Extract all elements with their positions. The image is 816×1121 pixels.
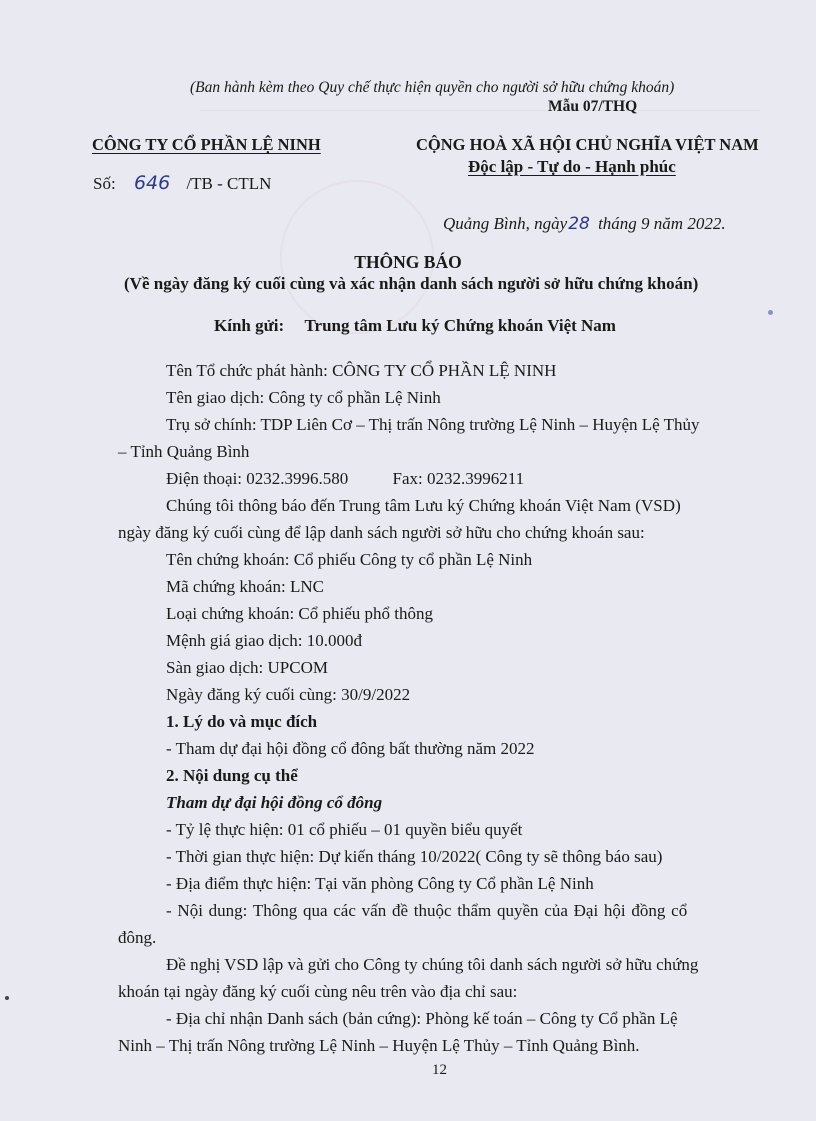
document-subtitle: (Về ngày đăng ký cuối cùng và xác nhận danh sách người sở hữu chứng khoán): [124, 274, 699, 293]
form-code: Mẫu 07/THQ: [548, 98, 638, 115]
address-line-2: Ninh – Thị trấn Nông trường Lệ Ninh – Huyện Lệ Thủy – Tỉnh Quảng Bình.: [118, 1036, 640, 1055]
security-name: Tên chứng khoán: Cổ phiếu Công ty cổ phần Lệ Ninh: [166, 550, 533, 569]
document-number: [93, 172, 271, 194]
headquarters-line-1: Trụ sở chính: TDP Liên Cơ – Thị trấn Nông trường Lệ Ninh – Huyện Lệ Thủy: [166, 415, 700, 434]
par-value: Mệnh giá giao dịch: 10.000đ: [166, 631, 362, 650]
section-2-heading: 2. Nội dung cụ thể: [166, 766, 298, 785]
fax-number: Fax: 0232.3996211: [392, 469, 525, 488]
section-1-heading: 1. Lý do và mục đích: [166, 712, 318, 731]
notice-line-1: Chúng tôi thông báo đến Trung tâm Lưu ký Chứng khoán Việt Nam (VSD): [166, 496, 681, 515]
company-name: CÔNG TY CỔ PHẦN LỆ NINH: [92, 135, 321, 154]
security-code: Mã chứng khoán: LNC: [166, 577, 324, 596]
issued-with-note: (Ban hành kèm theo Quy chế thực hiện quyền cho người sở hữu chứng khoán): [190, 79, 675, 96]
security-type: Loại chứng khoán: Cổ phiếu phổ thông: [166, 604, 434, 623]
phone-fax-line: [166, 469, 524, 489]
content-line-1: - Nội dung: Thông qua các vấn đề thuộc thẩm quyền của Đại hội đồng cổ: [166, 901, 688, 920]
record-date: Ngày đăng ký cuối cùng: 30/9/2022: [166, 685, 411, 704]
place-line: - Địa điểm thực hiện: Tại văn phòng Công ty Cổ phần Lệ Ninh: [166, 874, 594, 893]
place-and-date: [443, 214, 726, 234]
place-date-suffix: tháng 9 năm 2022.: [598, 214, 726, 233]
number-prefix: Số:: [93, 174, 116, 193]
handwritten-day: 28: [568, 214, 590, 234]
exchange: Sàn giao dịch: UPCOM: [166, 658, 328, 677]
place-date-prefix: Quảng Bình, ngày: [443, 214, 568, 233]
address-line-1: - Địa chỉ nhận Danh sách (bản cứng): Phòng kế toán – Công ty Cổ phần Lệ: [166, 1009, 678, 1028]
headquarters-line-2: – Tỉnh Quảng Bình: [118, 442, 250, 461]
request-line-1: Đề nghị VSD lập và gửi cho Công ty chúng tôi danh sách người sở hữu chứng: [166, 955, 699, 974]
recipient-name: Trung tâm Lưu ký Chứng khoán Việt Nam: [304, 316, 616, 335]
recipient-line: [214, 316, 616, 336]
section-2-subheading: Tham dự đại hội đồng cổ đông: [166, 793, 383, 812]
phone-number: Điện thoại: 0232.3996.580: [166, 469, 349, 488]
content-line-2: đông.: [118, 928, 157, 947]
republic-name: CỘNG HOÀ XÃ HỘI CHỦ NGHĨA VIỆT NAM: [416, 135, 759, 154]
national-motto: Độc lập - Tự do - Hạnh phúc: [468, 157, 676, 176]
request-line-2: khoán tại ngày đăng ký cuối cùng nêu trên vào địa chỉ sau:: [118, 982, 518, 1001]
time-line: - Thời gian thực hiện: Dự kiến tháng 10/2022( Công ty sẽ thông báo sau): [166, 847, 663, 866]
recipient-label: Kính gửi:: [214, 316, 285, 335]
document-title: THÔNG BÁO: [354, 252, 462, 272]
number-suffix: /TB - CTLN: [186, 174, 272, 193]
page-number: 12: [432, 1062, 447, 1078]
ratio-line: - Tỷ lệ thực hiện: 01 cổ phiếu – 01 quyền biểu quyết: [166, 820, 523, 839]
section-1-item: - Tham dự đại hội đồng cổ đông bất thường năm 2022: [166, 739, 535, 758]
issuer-name: Tên Tổ chức phát hành: CÔNG TY CỔ PHẦN LỆ NINH: [166, 361, 557, 380]
notice-line-2: ngày đăng ký cuối cùng để lập danh sách người sở hữu cho chứng khoán sau:: [118, 523, 645, 542]
pen-mark: [768, 310, 773, 315]
scan-speck: [5, 996, 9, 1000]
handwritten-number: 646: [133, 172, 171, 194]
trade-name: Tên giao dịch: Công ty cổ phần Lệ Ninh: [166, 388, 441, 407]
